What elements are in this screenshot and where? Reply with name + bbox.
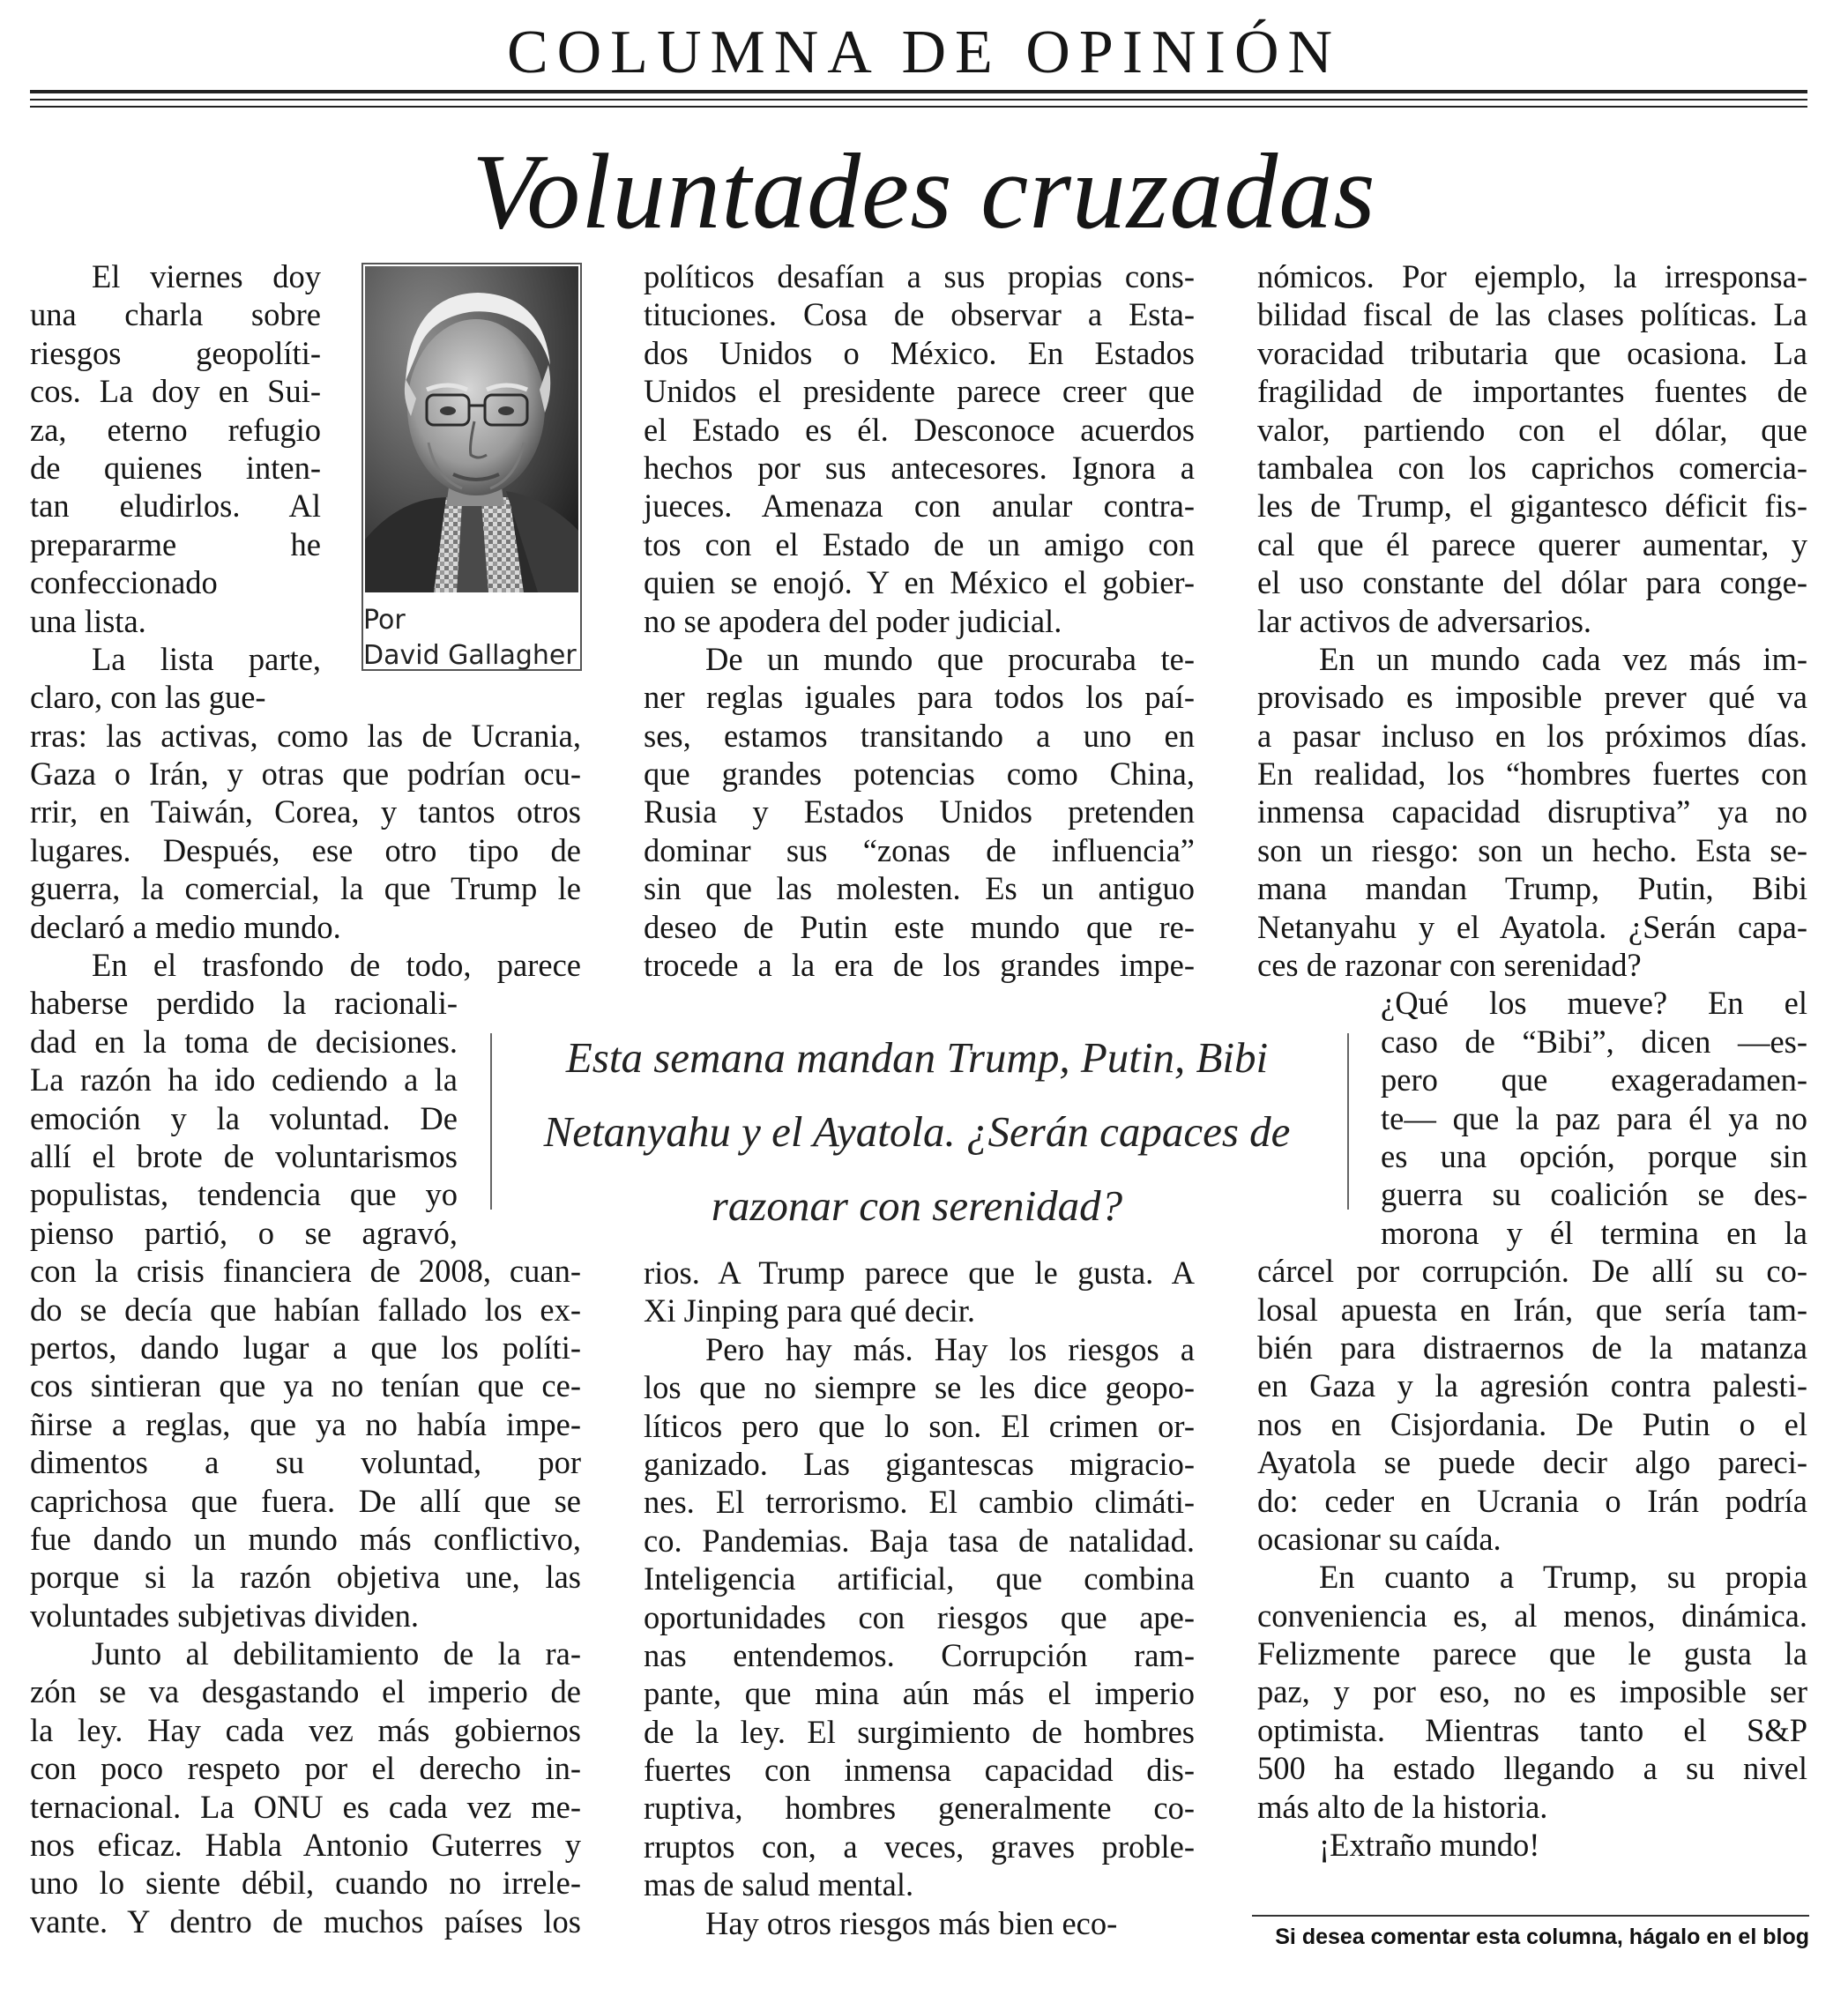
text-line: nas entendemos. Corrupción ram- — [644, 1636, 1195, 1673]
paragraph — [644, 257, 1195, 640]
text-line: líticos pero que lo son. El crimen or- — [644, 1407, 1195, 1444]
text-line: pienso partió, o se agravó, — [30, 1214, 458, 1251]
text-line: confeccionado — [30, 564, 218, 601]
text-line: de la ley. El surgimiento de hombres — [644, 1713, 1195, 1750]
paragraph — [644, 1330, 1195, 1904]
text-line: La lista parte, — [92, 640, 321, 677]
text-line: rrir, en Taiwán, Corea, y tantos otros — [30, 793, 581, 830]
text-line: morona y él termina en la — [1381, 1214, 1807, 1251]
text-line: En realidad, los “hombres fuertes con — [1257, 756, 1807, 793]
text-line: voluntades subjetivas dividen. — [30, 1597, 419, 1634]
text-line: mana mandan Trump, Putin, Bibi — [1257, 870, 1807, 907]
text-line: tituciones. Cosa de observar a Esta- — [644, 296, 1195, 333]
text-line: riesgos geopolíti- — [30, 334, 321, 371]
blog-note-rule — [1252, 1915, 1809, 1917]
column-2 — [644, 257, 1195, 984]
text-line: dad en la toma de decisiones. — [30, 1023, 458, 1060]
text-line: porque si la razón objetiva une, las — [30, 1559, 581, 1596]
byline-author: David Gallagher — [363, 640, 577, 671]
blog-note: Si desea comentar esta columna, hágalo en el blog — [1275, 1925, 1809, 1949]
text-line: más alto de la historia. — [1257, 1788, 1548, 1825]
paragraph — [30, 257, 321, 640]
text-line: a pasar incluso en los próximos días. — [1257, 717, 1807, 754]
text-line: sin que las molesten. Es un antiguo — [644, 870, 1195, 907]
text-line: 500 ha estado llegando a su nivel — [1257, 1750, 1807, 1787]
text-line: ¿Qué los mueve? En el — [1381, 985, 1807, 1022]
text-line: tambalea con los caprichos comercia- — [1257, 449, 1807, 486]
text-line: ner reglas iguales para todos los paí- — [644, 679, 1195, 716]
paragraph — [30, 946, 581, 1634]
paragraph — [644, 1254, 1195, 1330]
text-line: ces de razonar con serenidad? — [1257, 947, 1642, 984]
text-line: el uso constante del dólar para conge- — [1257, 564, 1807, 601]
text-line: El viernes doy — [92, 258, 321, 294]
text-line: que grandes potencias como China, — [644, 756, 1195, 793]
column-1 — [30, 257, 581, 1940]
text-line: rios. A Trump parece que le gusta. A — [644, 1255, 1195, 1291]
paragraph — [644, 640, 1195, 985]
column-2-continued — [644, 1254, 1195, 1942]
paragraph — [1257, 640, 1807, 985]
paragraph — [1257, 1558, 1807, 1826]
paragraph — [1257, 1826, 1807, 1864]
paragraph — [1257, 984, 1807, 1558]
text-line: guerra, la comercial, la que Trump le — [30, 870, 581, 907]
text-line: co. Pandemias. Baja tasa de natalidad. — [644, 1522, 1195, 1559]
paragraph — [30, 640, 581, 946]
text-line: ses, estamos transitando a uno en — [644, 717, 1195, 754]
text-line: nes. El terrorismo. El cambio climáti- — [644, 1484, 1195, 1521]
text-line: el Estado es él. Desconoce acuerdos — [644, 411, 1195, 448]
header-rule-top — [30, 90, 1807, 93]
section-title: COLUMNA DE OPINIÓN — [506, 19, 1342, 86]
text-line: deseo de Putin este mundo que re- — [644, 908, 1195, 945]
text-line: inmensa capacidad disruptiva” ya no — [1257, 793, 1807, 830]
text-line: trocede a la era de los grandes impe- — [644, 947, 1195, 984]
text-line: cos. La doy en Sui- — [30, 373, 321, 410]
text-line: pante, que mina aún más el imperio — [644, 1675, 1195, 1712]
text-line: Netanyahu y el Ayatola. ¿Serán capa- — [1257, 908, 1807, 945]
text-line: nos eficaz. Habla Antonio Guterres y — [30, 1827, 581, 1864]
text-line: caso de “Bibi”, dicen —es- — [1381, 1023, 1807, 1060]
text-line: declaró a medio mundo. — [30, 908, 341, 945]
text-line: fuertes con inmensa capacidad dis- — [644, 1752, 1195, 1789]
text-line: en Gaza y la agresión contra palesti- — [1257, 1367, 1807, 1404]
text-line: uno lo siente débil, cuando no irrele- — [30, 1865, 581, 1902]
text-line: optimista. Mientras tanto el S&P — [1257, 1711, 1807, 1748]
text-line: cal que él parece querer aumentar, y — [1257, 525, 1807, 562]
text-line: Felizmente parece que le gusta la — [1257, 1635, 1807, 1672]
text-line: una lista. — [30, 602, 146, 639]
text-line: Xi Jinping para qué decir. — [644, 1292, 976, 1329]
text-line: no se apodera del poder judicial. — [644, 602, 1062, 639]
text-line: Unidos el presidente parece creer que — [644, 373, 1195, 410]
text-line: con poco respeto por el derecho in- — [30, 1750, 581, 1787]
text-line: provisado es imposible prever qué va — [1257, 679, 1807, 716]
text-line: pertos, dando lugar a que los políti- — [30, 1329, 581, 1366]
paragraph — [1257, 257, 1807, 640]
pull-quote-line: Esta semana mandan Trump, Putin, Bibi — [565, 1033, 1269, 1082]
text-line: rras: las activas, como las de Ucrania, — [30, 717, 581, 754]
text-line: bién para distraernos de la matanza — [1257, 1329, 1807, 1366]
text-line: dimentos a su voluntad, por — [30, 1444, 581, 1481]
text-line: tan eludirlos. Al — [30, 488, 321, 525]
text-line: les de Trump, el gigantesco déficit fis- — [1257, 488, 1807, 525]
text-line: En el trasfondo de todo, parece — [92, 947, 581, 984]
text-line: rruptos con, a veces, graves proble- — [644, 1828, 1195, 1865]
text-line: guerra su coalición se des- — [1381, 1176, 1807, 1213]
text-line: Rusia y Estados Unidos pretenden — [644, 793, 1195, 830]
text-line: es una opción, porque sin — [1381, 1137, 1807, 1174]
header-rule-middle — [30, 99, 1807, 101]
text-line: dos Unidos o México. En Estados — [644, 334, 1195, 371]
text-line: valor, partiendo con el dólar, que — [1257, 411, 1807, 448]
text-line: Hay otros riesgos más bien eco- — [705, 1904, 1118, 1941]
text-line: ruptiva, hombres generalmente co- — [644, 1790, 1195, 1827]
text-line: do se decía que habían fallado los ex- — [30, 1291, 581, 1328]
pull-quote-bar-right — [1347, 1033, 1349, 1210]
paragraph — [644, 1904, 1195, 1942]
text-line: pero que exageradamen- — [1381, 1061, 1807, 1098]
text-line: oportunidades con riesgos que ape- — [644, 1598, 1195, 1635]
text-line: ocasionar su caída. — [1257, 1520, 1502, 1557]
text-line: jueces. Amenaza con anular contra- — [644, 488, 1195, 525]
byline-prefix: Por — [363, 605, 406, 636]
text-line: emoción y la voluntad. De — [30, 1099, 458, 1136]
pull-quote — [529, 1021, 1305, 1243]
text-line: Inteligencia artificial, que combina — [644, 1560, 1195, 1597]
text-line: mas de salud mental. — [644, 1866, 914, 1903]
pull-quote-line: razonar con serenidad? — [711, 1181, 1123, 1230]
text-line: ñirse a reglas, que ya no había impe- — [30, 1405, 581, 1442]
text-line: En cuanto a Trump, su propia — [1319, 1559, 1807, 1596]
text-line: ternacional. La ONU es cada vez me- — [30, 1788, 581, 1825]
text-line: conveniencia es, al menos, dinámica. — [1257, 1597, 1807, 1634]
header-rule-bottom — [30, 106, 1807, 108]
text-line: voracidad tributaria que ocasiona. La — [1257, 334, 1807, 371]
text-line: ¡Extraño mundo! — [1319, 1827, 1540, 1864]
text-line: cos sintieran que ya no tenían que ce- — [30, 1367, 581, 1404]
text-line: Ayatola se puede decir algo pareci- — [1257, 1444, 1807, 1481]
text-line: con la crisis financiera de 2008, cuan- — [30, 1253, 581, 1290]
text-line: la ley. Hay cada vez más gobiernos — [30, 1711, 581, 1748]
text-line: claro, con las gue- — [30, 679, 266, 716]
text-line: haberse perdido la racionali- — [30, 985, 458, 1022]
text-line: fue dando un mundo más conflictivo, — [30, 1520, 581, 1557]
paragraph — [30, 1634, 581, 1940]
text-line: te— que la paz para él ya no — [1381, 1099, 1807, 1136]
text-line: De un mundo que procuraba te- — [705, 640, 1195, 677]
column-3 — [1257, 257, 1807, 1864]
text-line: ganizado. Las gigantescas migracio- — [644, 1445, 1195, 1482]
text-line: allí el brote de voluntarismos — [30, 1137, 458, 1174]
text-line: dominar sus “zonas de influencia” — [644, 831, 1195, 868]
text-line: En un mundo cada vez más im- — [1319, 640, 1807, 677]
text-line: Gaza o Irán, y otras que podrían ocu- — [30, 756, 581, 793]
text-line: tos con el Estado de un amigo con — [644, 525, 1195, 562]
text-line: hechos por sus antecesores. Ignora a — [644, 449, 1195, 486]
text-line: vante. Y dentro de muchos países los — [30, 1902, 581, 1940]
text-line: de quienes inten- — [30, 449, 321, 486]
text-line: paz, y por eso, no es imposible ser — [1257, 1673, 1807, 1710]
text-line: nómicos. Por ejemplo, la irresponsa- — [1257, 258, 1807, 294]
text-line: una charla sobre — [30, 296, 321, 333]
text-line: La razón ha ido cediendo a la — [30, 1061, 458, 1098]
text-line: Junto al debilitamiento de la ra- — [92, 1635, 581, 1672]
pull-quote-bar-left — [490, 1033, 492, 1210]
text-line: lar activos de adversarios. — [1257, 602, 1592, 639]
text-line: fragilidad de importantes fuentes de — [1257, 373, 1807, 410]
text-line: quien se enojó. Y en México el gobier- — [644, 564, 1195, 601]
text-line: son un riesgo: son un hecho. Esta se- — [1257, 831, 1807, 868]
text-line: populistas, tendencia que yo — [30, 1176, 458, 1213]
text-line: zón se va desgastando el imperio de — [30, 1673, 581, 1710]
text-line: Pero hay más. Hay los riesgos a — [705, 1330, 1195, 1367]
text-line: lugares. Después, ese otro tipo de — [30, 831, 581, 868]
text-line: políticos desafían a sus propias cons- — [644, 258, 1195, 294]
headline: Voluntades cruzadas — [472, 132, 1376, 251]
text-line: cárcel por corrupción. De allí su co- — [1257, 1253, 1807, 1290]
text-line: za, eterno refugio — [30, 411, 321, 448]
text-line: bilidad fiscal de las clases políticas. La — [1257, 296, 1807, 333]
pull-quote-line: Netanyahu y el Ayatola. ¿Serán capaces de — [543, 1107, 1291, 1156]
text-line: nos en Cisjordania. De Putin o el — [1257, 1405, 1807, 1442]
text-line: los que no siempre se les dice geopo- — [644, 1369, 1195, 1406]
text-line: caprichosa que fuera. De allí que se — [30, 1482, 581, 1519]
text-line: losal apuesta en Irán, que sería tam- — [1257, 1291, 1807, 1328]
text-line: do: ceder en Ucrania o Irán podría — [1257, 1482, 1807, 1519]
text-line: prepararme he — [30, 525, 321, 562]
